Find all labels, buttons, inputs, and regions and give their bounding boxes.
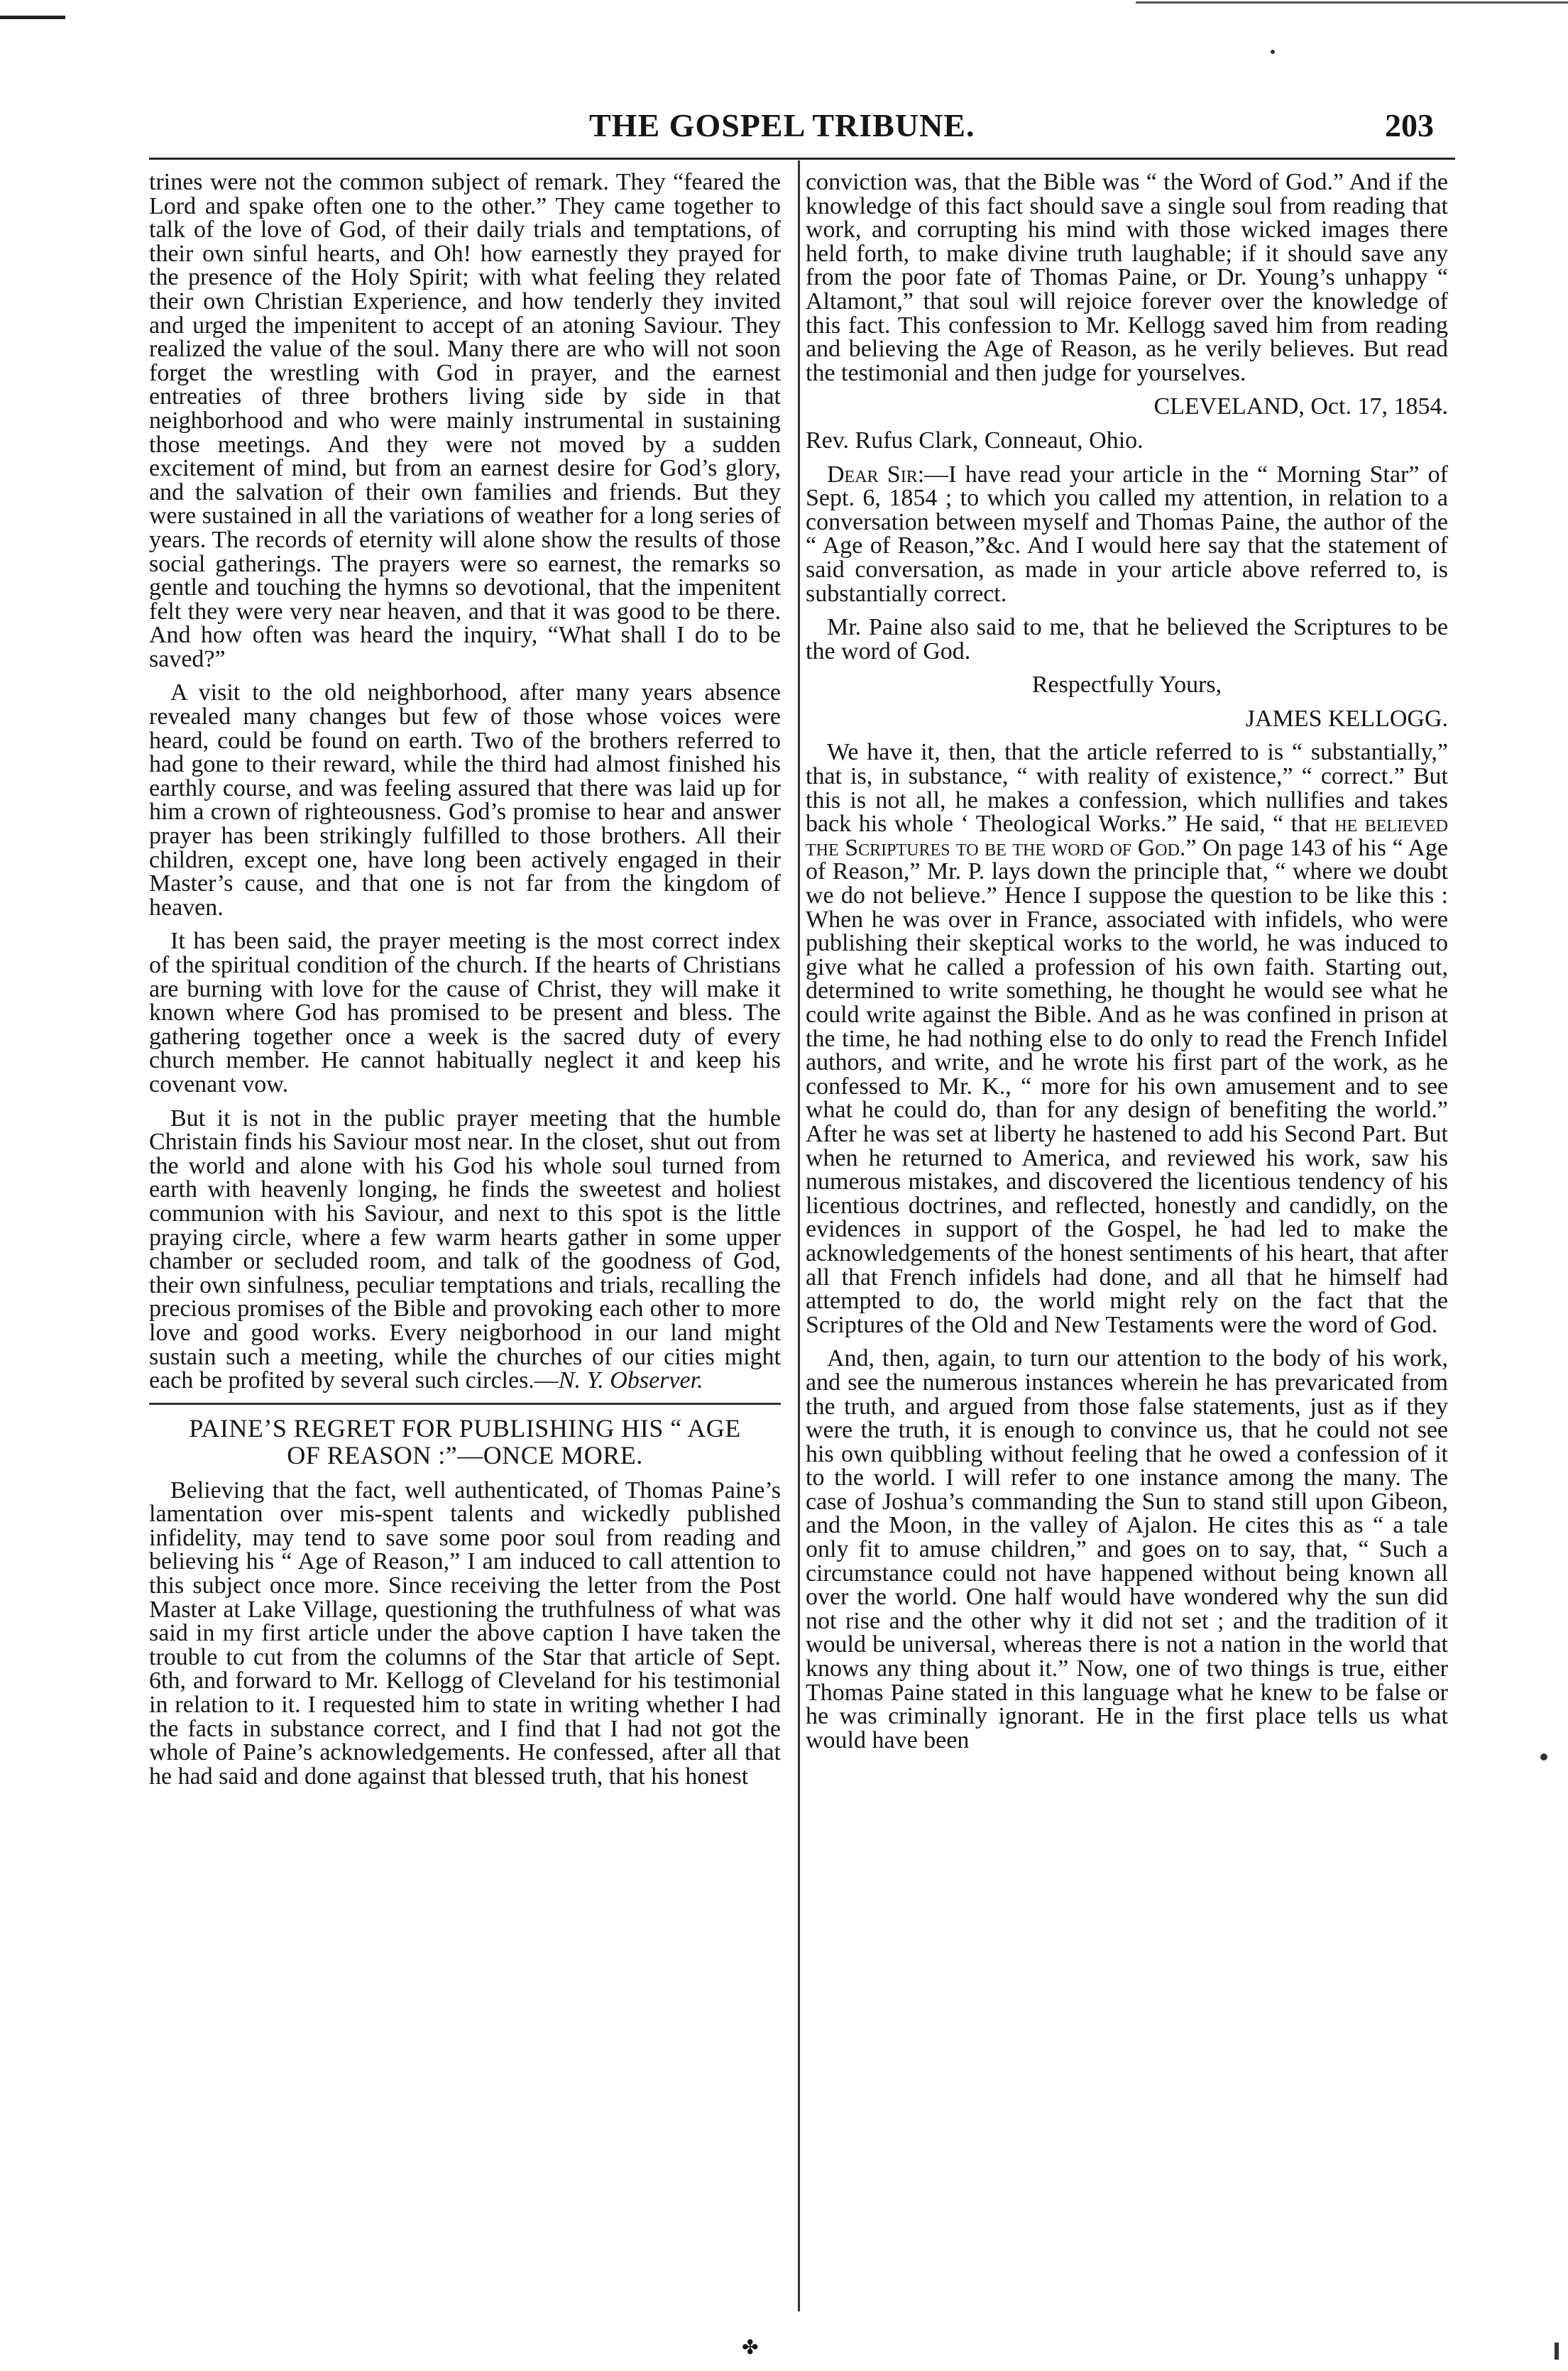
- paragraph-index-of-church: It has been said, the prayer meeting is the most correct index of the spiritual condition of the church. If the hearts of Christians are burning with love for the cause of Christ, they will make it known where God has promised to be present and bless. The gathering together once a week is the sacred duty of every church member. He cannot habitually neglect it and keep his covenant vow.: [149, 928, 781, 1097]
- top-right-rule: [1136, 1, 1568, 4]
- analysis-small-caps: he believed the Scriptures to be the word of God.: [806, 811, 1449, 861]
- paragraph-prayer-meetings: trines were not the common subject of remark. They “feared the Lord and spake often one to the other.” They came together to talk of the love of God, of their daily trials and temptations, of their own sinful hearts, and Oh! how earnestly they prayed for the presence of the Holy Spirit; with what feeling they related their own Christian Experience, and how tenderly they invited and urged the impenitent to accept of an atoning Saviour. They realized the value of the soul. Many there are who will not soon forget the wrestling with God in prayer, and the earnest entreaties of three brothers living side by side in that neighborhood and who were mainly instrumental in sustaining those meetings. And they were not moved by a sudden excitement of mind, but from an earnest desire for God’s glory, and the salvation of their own families and friends. But they were sustained in all the variations of weather for a long series of years. The records of eternity will alone show the results of those social gatherings. The prayers were so earnest, the remarks so gentle and touching the hymns so devotional, that the impenitent felt they were very near heaven, and that it was good to be there. And how often was heard the inquiry, “What shall I do to be saved?”: [149, 169, 781, 672]
- analysis-text-a: We have it, then, that the article referred to is “ substantially,” that is, in substance, “ with reality of existence,” “ correct.” But this is not all, he makes a confession, which nullifies and takes back his whole ‘ Theological Works.” He said, “ that: [806, 739, 1448, 838]
- column-divider: [798, 160, 800, 2311]
- analysis-text-b: ” On page 143 of his “ Age of Reason,” Mr. P. lays down the principle that, “ where we doubt we do not believe.” Hence I suppose the question to be like this : When he was over in France, associated with infidels, who were publishing their skeptical works to the world, he was induced to give what he called a profession of his own faith. Starting out, determined to write something, he thought he would see what he could write against the Bible. And as he was confined in prison at the time, he had nothing else to do only to read the French Infidel authors, and write, and he wrote his first part of the work, as he confessed to Mr. K., “ more for his own amusement and to see what he could do, than for any design of benefiting the world.” After he was set at liberty he hastened to add his Second Part. But when he returned to America, and reviewed his work, saw his numerous mistakes, and discovered the licentious tendency of his licentious doctrines, and reflected, honestly and candidly, on the evidences in support of the Gospel, he had led to make the acknowledgements of the honest sentiments of his heart, that after all that French infidels had done, and all that he himself had attempted to do, the world might rely on the fact that the Scriptures of the Old and New Testaments were the word of God.: [806, 834, 1448, 1338]
- footer-ornament: ✤: [742, 2337, 759, 2359]
- running-header: [163, 106, 1441, 149]
- paragraph-closet-prayer: [149, 1107, 781, 1393]
- article-heading-line-2: OF REASON :”—ONCE MORE.: [287, 1440, 643, 1469]
- letter-salutation: Dear Sir: [827, 461, 918, 488]
- letter-dateline: CLEVELAND, Oct. 17, 1854.: [1153, 393, 1448, 420]
- letter-addressee: Rev. Rufus Clark, Conneaut, Ohio.: [806, 427, 1144, 454]
- article-heading: [149, 1415, 781, 1469]
- running-title: THE GOSPEL TRIBUNE.: [589, 107, 975, 143]
- left-column: [149, 170, 781, 1798]
- paragraph-paine-intro: Believing that the fact, well authenticated, of Thomas Paine’s lamentation over mis-spent talents and wickedly published infidelity, may tend to save some poor soul from reading and believing his “ Age of Reason,” I am induced to call attention to this subject once more. Since receiving the letter from the Post Master at Lake Village, questioning the truthfulness of what was said in my first article under the above caption I have taken the trouble to cut from the columns of the Star that article of Sept. 6th, and forward to Mr. Kellogg of Cleveland for his testimonial in relation to it. I requested him to state in writing whether I had the facts in substance correct, and I find that I had not got the whole of Paine’s acknowledgements. He confessed, after all that he had said and done against that blessed truth, that his honest: [149, 1477, 781, 1790]
- paragraph-analysis: [806, 740, 1448, 1337]
- section-rule: [149, 1403, 781, 1405]
- letter-signature: JAMES KELLOGG.: [1245, 705, 1448, 732]
- letter-closing: Respectfully Yours,: [1031, 672, 1222, 699]
- article-heading-line-1: PAINE’S REGRET FOR PUBLISHING HIS “ AGE: [189, 1413, 741, 1442]
- letter-body-text: :—I have read your article in the “ Morning Star” of Sept. 6, 1854 ; to which you called my attention, in relation to a conversation between myself and Thomas Paine, the author of the “ Age of Reason,”&c. And I would here say that the statement of said conversation, as made in your article above referred to, is substantially correct.: [806, 461, 1448, 607]
- page-number: 203: [1385, 107, 1434, 143]
- print-speck: [1271, 50, 1275, 54]
- top-left-rule: [0, 16, 65, 19]
- letter-body: [806, 463, 1448, 606]
- margin-speck: [1540, 1753, 1547, 1761]
- paragraph-old-neighborhood: A visit to the old neighborhood, after many years absence revealed many changes but few of those whose voices were heard, could be found on earth. Two of the brothers referred to had gone to their reward, while the third had almost finished his earthly course, and was feeling assured that there was laid up for him a crown of righteousness. God’s promise to hear and answer prayer has been strikingly fulfilled to those brothers. All their children, except one, have long been actively engaged in their Master’s cause, and that one is not far from the kingdom of heaven.: [149, 679, 781, 921]
- paragraph-joshua: And, then, again, to turn our attention to the body of his work, and see the numerous instances wherein he has prevaricated from the truth, and argued from those false statements, just as if they were the truth, it is enough to convince us, that he could not see his own quibbling without feeling that he owed a confession of it to the world. I will refer to one instance among the many. The case of Joshua’s commanding the Sun to stand still upon Gibeon, and the Moon, in the valley of Ajalon. He cites this as “ a tale only fit to amuse children,” and goes on to say, that, “ Such a circumstance could not have happened without being known all over the world. One half would have wondered why the sun did not rise and the other why it did not set ; and the tradition of it would be universal, whereas there is not a nation in the world that knows any thing about it.” Now, one of two things is true, either Thomas Paine stated in this language what he knew to be false or he was criminally ignorant. He in the first place tells us what would have been: [806, 1345, 1448, 1753]
- header-rule: [149, 158, 1455, 160]
- observer-credit: N. Y. Observer.: [558, 1367, 703, 1394]
- margin-tick: [1555, 2343, 1559, 2360]
- paragraph-conviction: conviction was, that the Bible was “ the Word of God.” And if the knowledge of this fact should save a single soul from reading that work, and corrupting his mind with those wicked images there held forth, to make divine truth laughable; if it should save any from the poor fate of Thomas Paine, or Dr. Young’s unhappy “ Altamont,” that soul will rejoice forever over the knowledge of this fact. This confession to Mr. Kellogg saved him from reading and believing the Age of Reason, as he verily believes. But read the testimonial and then judge for yourselves.: [806, 169, 1448, 386]
- right-column: [806, 170, 1448, 1762]
- letter-postscript: Mr. Paine also said to me, that he believed the Scriptures to be the word of God.: [806, 614, 1448, 664]
- closet-prayer-text: But it is not in the public prayer meeting that the humble Christain finds his Saviour most near. In the closet, shut out from the world and alone with his God his whole soul turned from earth with heavenly longing, he finds the sweetest and holiest communion with his Saviour, and next to this spot is the little praying circle, where a few warm hearts gather in some upper chamber or secluded room, and talk of the goodness of God, their own sinfulness, peculiar temptations and trials, recalling the precious promises of the Bible and provoking each other to more love and good works. Every neigborhood in our land might sustain such a meeting, while the churches of our cities might each be profited by several such circles.—: [149, 1105, 781, 1394]
